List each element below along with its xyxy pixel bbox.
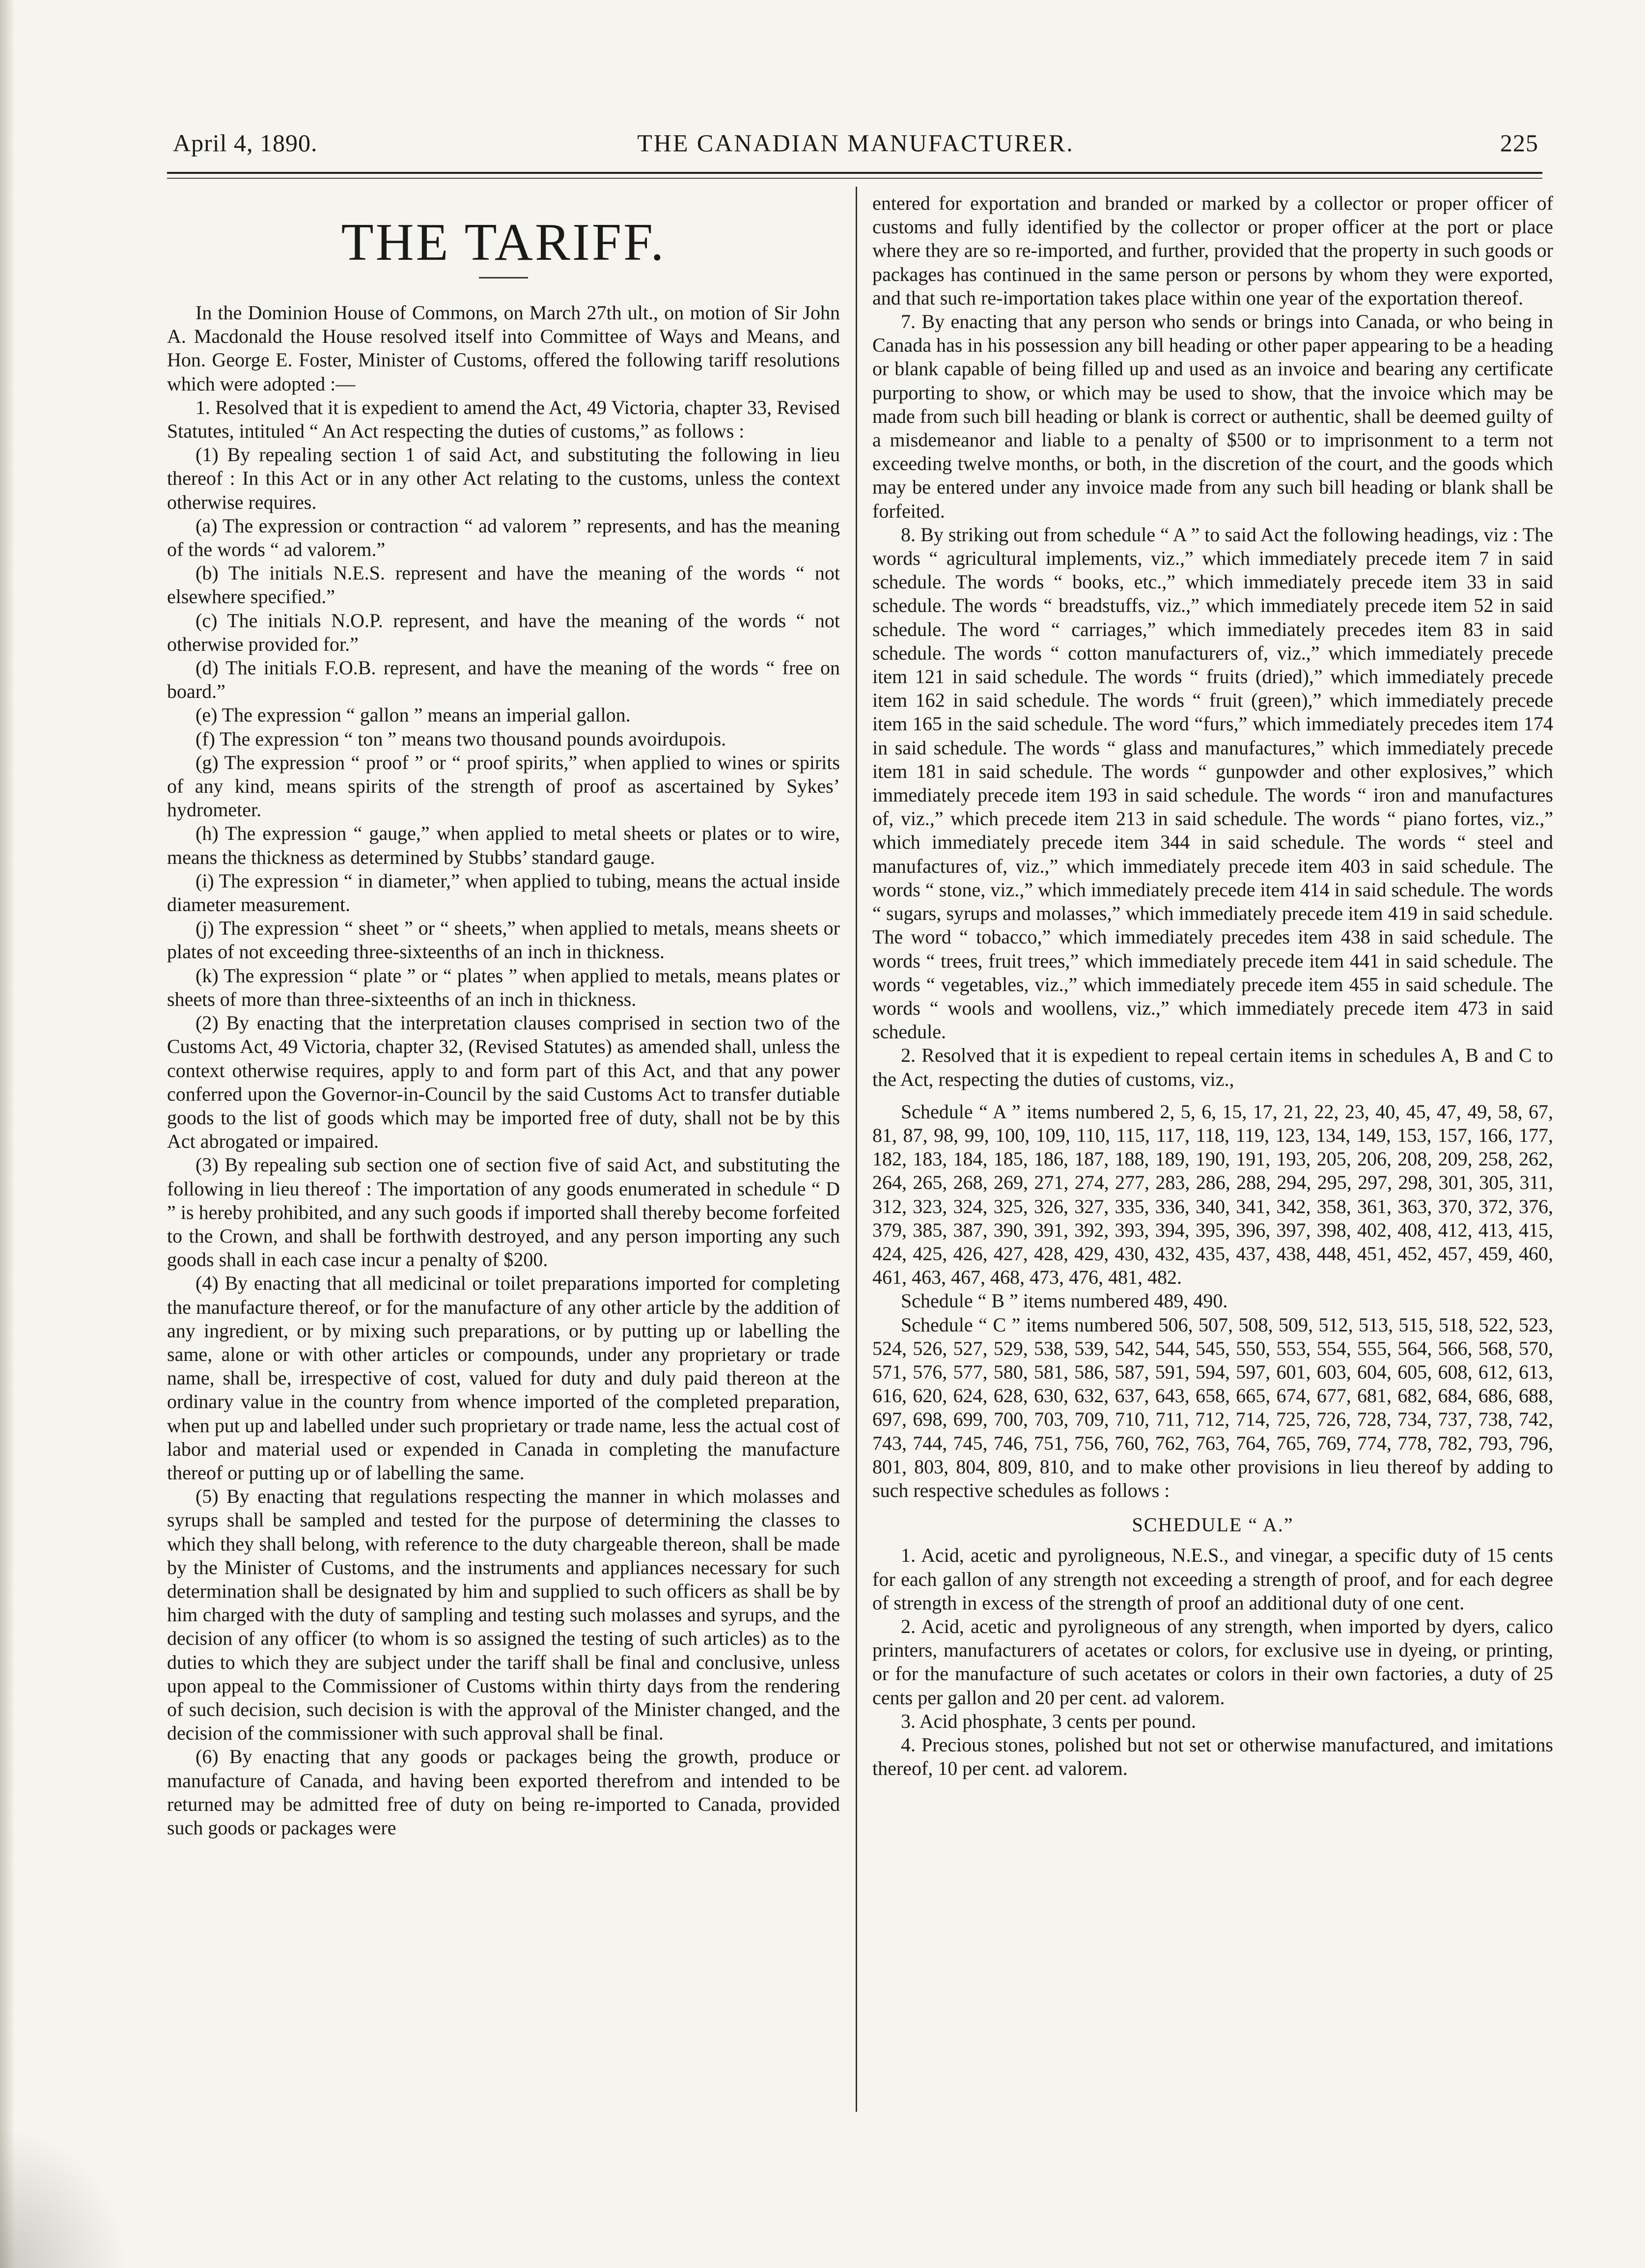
paragraph: (j) The expression “ sheet ” or “ sheets,” when applied to metals, means sheets or plates of not exceeding three-sixteenths of an inch in thickness. [167,917,840,963]
title-rule [479,277,528,278]
header-rule [167,172,1542,174]
paragraph: (6) By enacting that any goods or packages being the growth, produce or manufacture of Canada, and having been exported therefrom and intended to be returned may be admitted free of duty on being re-imported to Canada, provided such goods or packages were [167,1745,840,1839]
schedule-list: Schedule “ A ” items numbered 2, 5, 6, 15, 17, 21, 22, 23, 40, 45, 47, 49, 58, 67, 81, 87, 98, 99, 100, 109, 110, 115, 117, 118, 119, 123, 134, 149, 153, 157, 166, 177, 182, 183, 184, 185, 186, 187, 188, 189, 190, 191, 193, 205, 206, 208, 209, 258, 262, 264, 265, 268, 269, 271, 274, 277, 283, 286, 288, 294, 295, 297, 298, 301, 305, 311, 312, 323, 324, 325, 326, 327, 335, 336, 340, 341, 342, 358, 361, 363, 370, 372, 376, 379, 385, 387, 390, 391, 392, 393, 394, 395, 396, 397, 398, 402, 408, 412, 413, 415, 424, 425, 426, 427, 428, 429, 430, 432, 435, 437, 438, 448, 451, 452, 457, 459, 460, 461, 463, 467, 468, 473, 476, 481, 482. [872,1100,1553,1289]
paragraph: 1. Resolved that it is expedient to amend the Act, 49 Victoria, chapter 33, Revised Statutes, intituled “ An Act respecting the duties of customs,” as follows : [167,396,840,443]
paragraph: (g) The expression “ proof ” or “ proof spirits,” when applied to wines or spirits of any kind, means spirits of the strength of proof as ascertained by Sykes’ hydrometer. [167,751,840,821]
paragraph: (2) By enacting that the interpretation clauses comprised in section two of the Customs Act, 49 Victoria, chapter 32, (Revised Statutes) as amended shall, unless the context otherwise requires, apply to and form part of this Act, and that any power conferred upon the Governor-in-Council by the said Customs Act to transfer dutiable goods to the list of goods which may be imported free of duty, shall not be by this Act abrogated or impaired. [167,1012,840,1153]
schedule-a-items [872,1544,1553,1780]
running-header [173,129,1538,168]
paragraph: (a) The expression or contraction “ ad valorem ” represents, and has the meaning of the words “ ad valorem.” [167,514,840,561]
schedule-list: Schedule “ C ” items numbered 506, 507, 508, 509, 512, 513, 515, 518, 522, 523, 524, 526, 527, 529, 538, 539, 542, 544, 545, 550, 553, 554, 555, 564, 566, 568, 570, 571, 576, 577, 580, 581, 586, 587, 591, 594, 597, 601, 603, 604, 605, 608, 612, 613, 616, 620, 624, 628, 630, 632, 637, 643, 658, 665, 674, 677, 681, 682, 684, 686, 688, 697, 698, 699, 700, 703, 709, 710, 711, 712, 714, 725, 726, 728, 734, 737, 738, 742, 743, 744, 745, 746, 751, 756, 760, 762, 763, 764, 765, 769, 774, 778, 782, 793, 796, 801, 803, 804, 809, 810, and to make other provisions in lieu thereof by adding to such respective schedules as follows : [872,1313,1553,1501]
schedule-item: 3. Acid phosphate, 3 cents per pound. [901,1710,1196,1732]
paragraph: (5) By enacting that regulations respecting the manner in which molasses and syrups shall be sampled and tested for the purpose of determining the classes to which they shall belong, with reference to the duty chargeable thereon, shall be made by the Minister of Customs, and the instruments and appliances necessary for such determination shall be designated by him and supplied to such officers as shall be by him charged with the duty of sampling and testing such molasses and syrups, and the decision of any officer (to whom is so assigned the testing of such articles) as to the duties to which they are subject under the tariff shall be final and conclusive, unless upon appeal to the Commissioner of Customs within thirty days from the rendering of such decision, such decision is with the approval of the Minister changed, and the decision of the commissioner with such approval shall be final. [167,1485,840,1744]
page-edge-shadow [0,0,15,2268]
schedule-item: 1. Acid, acetic and pyroligneous, N.E.S., and vinegar, a specific duty of 15 cents for each gallon of any strength not exceeding a strength of proof, and for each degree of strength in excess of the strength of proof an additional duty of one cent. [872,1544,1553,1614]
right-paragraphs [872,192,1553,1091]
publication-title: THE CANADIAN MANUFACTURER. [637,129,1074,157]
paragraph: (d) The initials F.O.B. represent, and have the meaning of the words “ free on board.” [167,657,840,703]
paragraph: (e) The expression “ gallon ” means an imperial gallon. [195,704,631,726]
paragraph: entered for exportation and branded or marked by a collector or proper officer of customs and fully identified by the collector or proper officer at the port or place where they are so re-imported, and further, provided that the property in such goods or packages has continued in the same person or persons by whom they were exported, and that such re-importation takes place within one year of the exportation thereof. [872,192,1553,309]
schedule-a-heading: SCHEDULE “ A.” [1132,1514,1294,1536]
paragraph: (b) The initials N.E.S. represent and have the meaning of the words “ not elsewhere specified.” [167,562,840,608]
column-divider [856,187,857,2112]
paragraph: (c) The initials N.O.P. represent, and have the meaning of the words “ not otherwise provided for.” [167,609,840,655]
paragraph: (1) By repealing section 1 of said Act, and substituting the following in lieu thereof : In this Act or in any other Act relating to the customs, unless the context otherwise requires. [167,443,840,513]
paragraph: (4) By enacting that all medicinal or toilet preparations imported for completing the manufacture thereof, or for the manufacture of any other article by the addition of any ingredient, or by mixing such preparations, or by putting up or labelling the same, alone or with other articles or compounds, under any proprietary or trade name, shall be, irrespective of cost, valued for duty and duly paid thereon at the ordinary value in the country from whence imported of the completed preparation, when put up and labelled under such proprietary or trade name, less the actual cost of labor and material used or expended in Canada in completing the manufacture thereof or putting up or of labelling the same. [167,1272,840,1484]
header-rule-thin [167,178,1542,179]
schedule-item: 4. Precious stones, polished but not set or otherwise manufactured, and imitations thereof, 10 per cent. ad valorem. [872,1734,1553,1780]
paragraph: (f) The expression “ ton ” means two thousand pounds avoirdupois. [195,727,726,750]
page-corner-shadow [0,2127,128,2268]
paragraph: 7. By enacting that any person who sends or brings into Canada, or who being in Canada has in his possession any bill heading or other paper appearing to be a heading or blank capable of being filled up and used as an invoice and bearing any certificate purporting to show, or which may be used to show, that the invoice which may be made from such bill heading or blank is correct or authentic, shall be deemed guilty of a misdemeanor and liable to a penalty of $500 or to imprisonment to a term not exceeding twelve months, or both, in the discretion of the court, and the goods which may be entered under any invoice made from any such bill heading or blank shall be forfeited. [872,310,1553,522]
paragraph: (i) The expression “ in diameter,” when applied to tubing, means the actual inside diameter measurement. [167,869,840,916]
article-title: THE TARIFF. [341,213,666,272]
issue-date: April 4, 1890. [173,129,318,157]
paragraph: 8. By striking out from schedule “ A ” to said Act the following headings, viz : The words “ agricultural implements, viz.,” which immediately precede item 7 in said schedule. The words “ books, etc.,” which immediately precede item 33 in said schedule. The words “ breadstuffs, viz.,” which immediately precede item 52 in said schedule. The word “ carriages,” which immediately precedes item 83 in said schedule. The words “ cotton manufacturers of, viz.,” which immediately precede item 121 in said schedule. The words “ fruits (dried),” which immediately precede item 162 in said schedule. The words “ fruit (green),” which immediately precede item 165 in the said schedule. The word “furs,” which immediately precedes item 174 in said schedule. The words “ glass and manufactures,” which immediately precede item 181 in said schedule. The words “ gunpowder and other explosives,” which immediately precede item 193 in said schedule. The words “ iron and manufactures of, viz.,” which precede item 213 in said schedule. The words “ piano fortes, viz.,” which immediately precede item 344 in said schedule. The words “ steel and manufactures of, viz.,” which immediately precede item 403 in said schedule. The words “ stone, viz.,” which immediately precede item 414 in said schedule. The words “ sugars, syrups and molasses,” which immediately precede item 419 in said schedule. The word “ tobacco,” which immediately precedes item 438 in said schedule. The words “ trees, fruit trees,” which immediately precede item 441 in said schedule. The words “ vegetables, viz.,” which immediately precede item 455 in said schedule. The words “ wools and woollens, viz.,” which immediately precede item 473 in said schedule. [872,523,1553,1043]
schedule-item: 2. Acid, acetic and pyroligneous of any strength, when imported by dyers, calico printers, manufacturers of acetates or colors, for exclusive use in dyeing, or printing, or for the manufacture of such acetates or colors in their own factories, a duty of 25 cents per gallon and 20 per cent. ad valorem. [872,1615,1553,1709]
page-number: 225 [1500,129,1538,157]
paragraph: (k) The expression “ plate ” or “ plates ” when applied to metals, means plates or sheets of more than three-sixteenths of an inch in thickness. [167,964,840,1010]
paragraph: 2. Resolved that it is expedient to repeal certain items in schedules A, B and C to the Act, respecting the duties of customs, viz., [872,1044,1553,1090]
left-paragraphs [167,301,840,1840]
repealed-items-lists [872,1100,1553,1502]
left-column [167,192,840,1840]
right-column [872,192,1553,1780]
paragraph: (h) The expression “ gauge,” when applied to metal sheets or plates or to wire, means the thickness as determined by Stubbs’ standard gauge. [167,822,840,868]
paragraph: In the Dominion House of Commons, on March 27th ult., on motion of Sir John A. Macdonald the House resolved itself into Committee of Ways and Means, and Hon. George E. Foster, Minister of Customs, offered the following tariff resolutions which were adopted :— [167,302,840,395]
schedule-list: Schedule “ B ” items numbered 489, 490. [901,1290,1228,1312]
paragraph: (3) By repealing sub section one of section five of said Act, and substituting the following in lieu thereof : The importation of any goods enumerated in schedule “ D ” is hereby prohibited, and any such goods if imported shall thereby become forfeited to the Crown, and shall be forthwith destroyed, and any person importing any such goods shall in each case incur a penalty of $200. [167,1154,840,1271]
